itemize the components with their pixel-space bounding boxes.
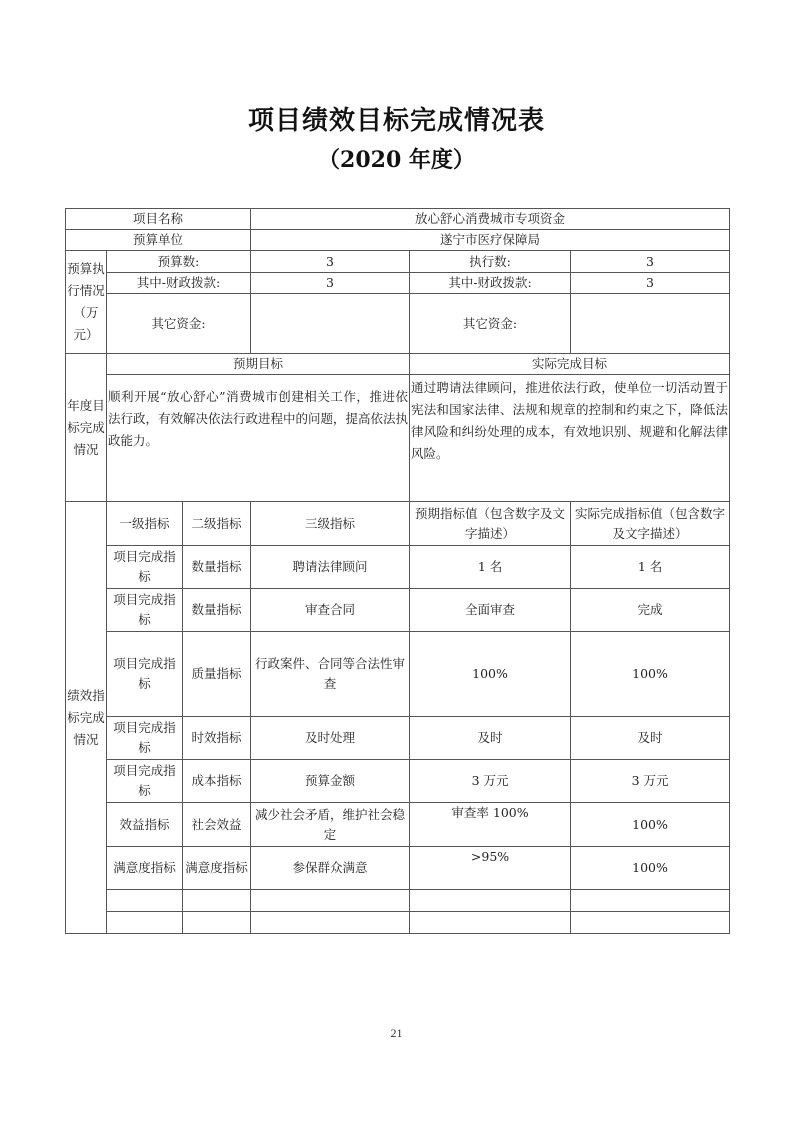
indicator-level1: 项目完成指标	[107, 717, 183, 760]
expected-goal-text: 顺利开展“放心舒心”消费城市创建相关工作，推进依法行政，有效解决依法行政进程中的问题，提高依法执政能力。	[107, 375, 410, 502]
annual-goals-header-row	[66, 354, 730, 375]
budget-amount-label: 预算数:	[107, 251, 251, 273]
indicator-expected: 3 万元	[410, 760, 571, 803]
indicator-row	[66, 847, 730, 890]
indicator-level1: 项目完成指标	[107, 632, 183, 717]
indicator-actual	[571, 890, 730, 912]
indicator-row	[66, 546, 730, 589]
other-funds-row	[66, 294, 730, 354]
indicator-level3: 行政案件、合同等合法性审查	[251, 632, 410, 717]
annual-goals-row	[66, 375, 730, 502]
indicator-level1: 项目完成指标	[107, 760, 183, 803]
actual-goal-header: 实际完成目标	[410, 354, 730, 375]
indicator-expected: >95%	[410, 847, 571, 890]
fiscal-value-budget: 3	[251, 273, 410, 294]
indicator-level3: 参保群众满意	[251, 847, 410, 890]
indicator-level2: 成本指标	[183, 760, 251, 803]
budget-unit-label: 预算单位	[66, 230, 251, 251]
project-name-label: 项目名称	[66, 209, 251, 230]
indicator-expected: 100%	[410, 632, 571, 717]
document-subtitle: （2020 年度）	[318, 147, 475, 173]
indicator-level1	[107, 912, 183, 934]
indicator-level2	[183, 890, 251, 912]
indicator-row	[66, 760, 730, 803]
indicator-expected	[410, 890, 571, 912]
indicator-expected: 及时	[410, 717, 571, 760]
indicator-level3: 预算金额	[251, 760, 410, 803]
execution-amount-value: 3	[571, 251, 730, 273]
indicator-actual: 完成	[571, 589, 730, 632]
indicator-level1: 项目完成指标	[107, 589, 183, 632]
budget-unit-row	[66, 230, 730, 251]
indicators-section-label: 绩效指标完成情况	[66, 502, 107, 934]
indicator-level1: 效益指标	[107, 803, 183, 847]
header-level2: 二级指标	[183, 502, 251, 546]
indicator-row-empty	[66, 912, 730, 934]
indicator-level2	[183, 912, 251, 934]
indicator-row-empty	[66, 890, 730, 912]
performance-table	[65, 208, 730, 934]
other-funds-label-exec: 其它资金:	[410, 294, 571, 354]
indicator-actual: 1 名	[571, 546, 730, 589]
indicator-level3	[251, 912, 410, 934]
indicator-row	[66, 803, 730, 847]
header-level3: 三级指标	[251, 502, 410, 546]
indicator-level2: 满意度指标	[183, 847, 251, 890]
indicator-level1: 项目完成指标	[107, 546, 183, 589]
page-number: 21	[390, 1026, 403, 1040]
budget-amount-value: 3	[251, 251, 410, 273]
indicator-level2: 质量指标	[183, 632, 251, 717]
indicator-level1	[107, 890, 183, 912]
indicator-level3	[251, 890, 410, 912]
fiscal-label-exec: 其中-财政拨款:	[410, 273, 571, 294]
indicator-level3: 减少社会矛盾，维护社会稳定	[251, 803, 410, 847]
actual-goal-text: 通过聘请法律顾问，推进依法行政，使单位一切活动置于宪法和国家法律、法规和规章的控制和约束之下，降低法律风险和纠纷处理的成本，有效地识别、规避和化解法律风险。	[410, 375, 730, 502]
indicator-row	[66, 589, 730, 632]
indicator-level2: 数量指标	[183, 546, 251, 589]
indicator-actual	[571, 912, 730, 934]
project-name-value: 放心舒心消费城市专项资金	[251, 209, 730, 230]
header-expected: 预期指标值（包含数字及文字描述）	[410, 502, 571, 546]
project-name-row	[66, 209, 730, 230]
indicator-row	[66, 717, 730, 760]
annual-section-label: 年度目标完成情况	[66, 354, 107, 502]
indicator-actual: 及时	[571, 717, 730, 760]
indicator-expected: 1 名	[410, 546, 571, 589]
other-funds-value-exec	[571, 294, 730, 354]
indicator-actual: 100%	[571, 847, 730, 890]
indicator-actual: 3 万元	[571, 760, 730, 803]
indicator-level2: 数量指标	[183, 589, 251, 632]
indicator-actual: 100%	[571, 803, 730, 847]
execution-amount-label: 执行数:	[410, 251, 571, 273]
indicator-level1: 满意度指标	[107, 847, 183, 890]
header-actual: 实际完成指标值（包含数字及文字描述）	[571, 502, 730, 546]
indicator-level3: 及时处理	[251, 717, 410, 760]
indicator-expected	[410, 912, 571, 934]
header-level1: 一级指标	[107, 502, 183, 546]
indicator-level3: 聘请法律顾问	[251, 546, 410, 589]
budget-unit-value: 遂宁市医疗保障局	[251, 230, 730, 251]
budget-section-label: 预算执行情况（万元）	[66, 251, 107, 354]
fiscal-value-exec: 3	[571, 273, 730, 294]
indicator-row	[66, 632, 730, 717]
fiscal-label-budget: 其中-财政拨款:	[107, 273, 251, 294]
other-funds-value-budget	[251, 294, 410, 354]
indicator-expected: 审查率 100%	[410, 803, 571, 847]
indicator-expected: 全面审查	[410, 589, 571, 632]
document-title: 项目绩效目标完成情况表	[247, 106, 545, 136]
indicators-header-row	[66, 502, 730, 546]
indicator-level3: 审查合同	[251, 589, 410, 632]
indicator-level2: 时效指标	[183, 717, 251, 760]
indicator-actual: 100%	[571, 632, 730, 717]
expected-goal-header: 预期目标	[107, 354, 410, 375]
fiscal-row	[66, 273, 730, 294]
indicator-level2: 社会效益	[183, 803, 251, 847]
budget-row	[66, 251, 730, 273]
other-funds-label-budget: 其它资金:	[107, 294, 251, 354]
